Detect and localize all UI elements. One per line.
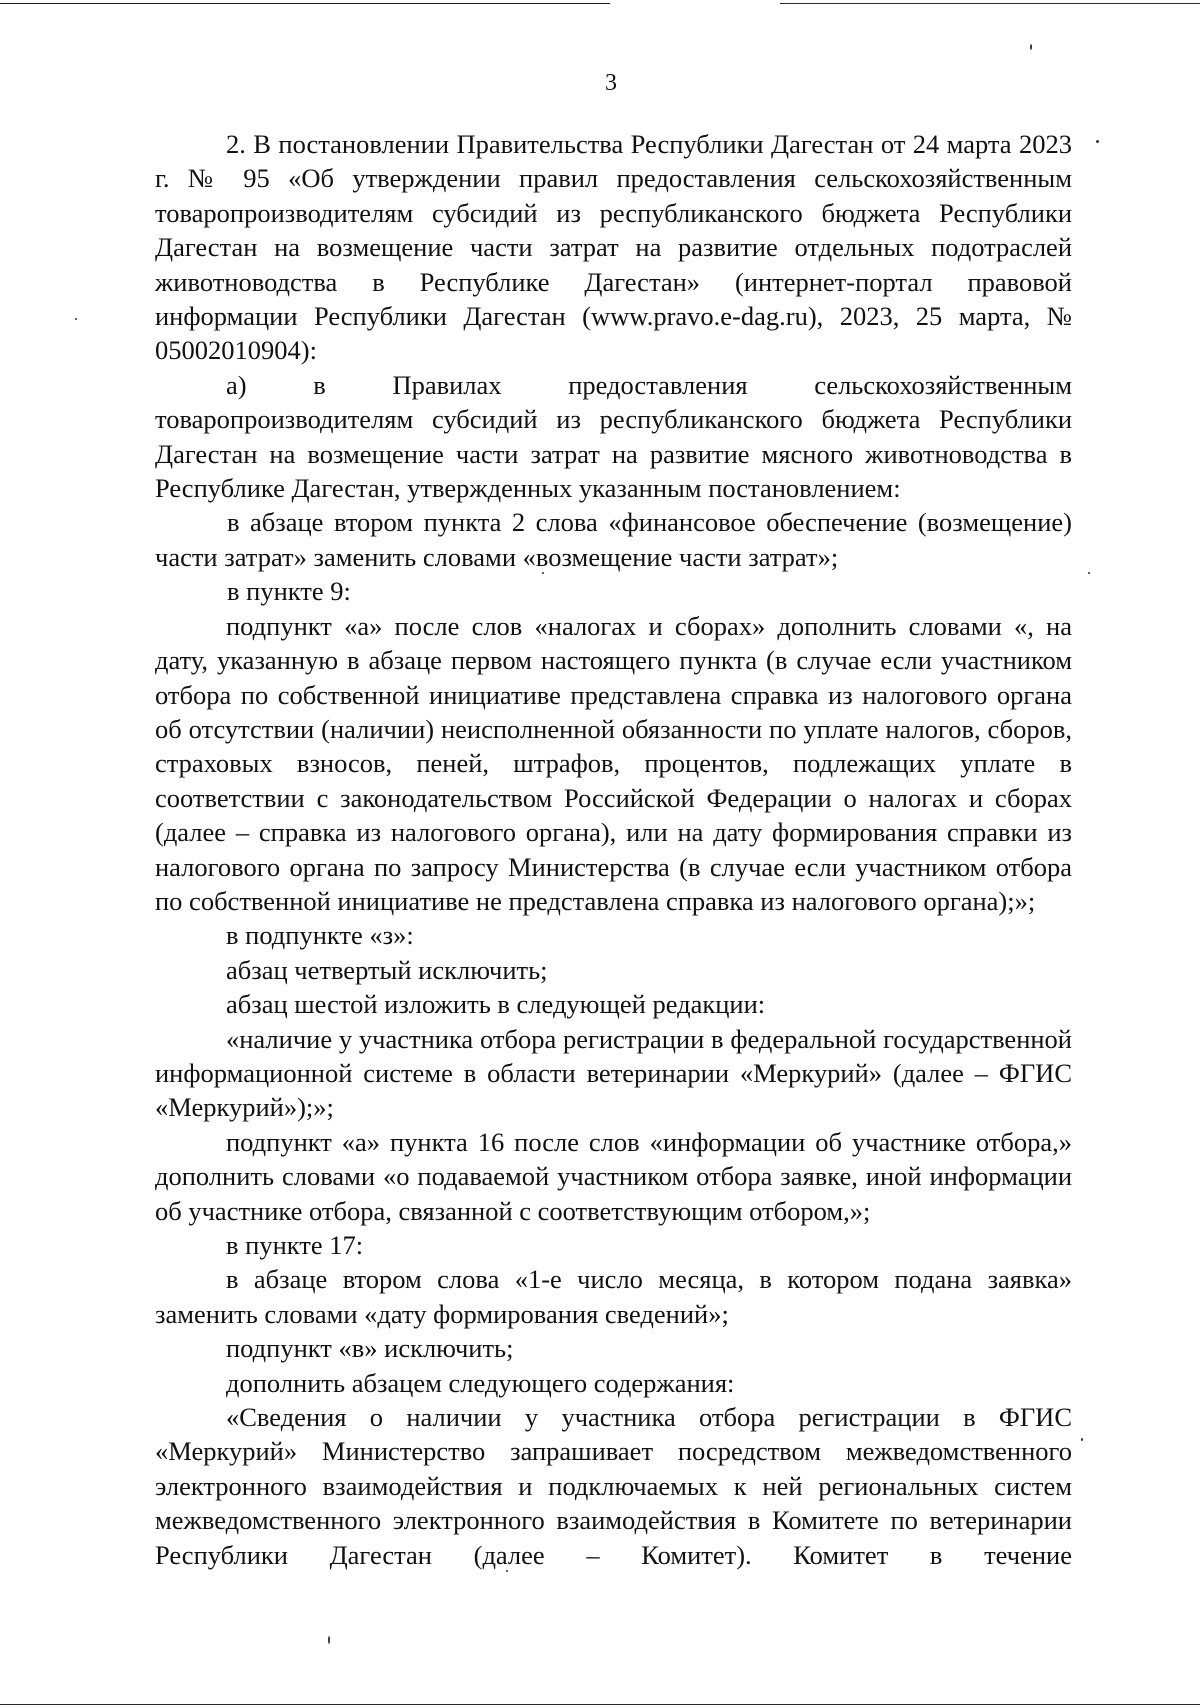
paragraph-subpoint-v-exclude: подпункт «в» исключить; [226, 1333, 514, 1364]
paragraph-mercury-info-request: «Сведения о наличии у участника отбора регистрации в ФГИС «Меркурий» Министерство запрашивает посредством межведомственного электронного взаимодействия и подключаемых к ней региональных систем межведомственного электронного взаимодействия в Комитете по ветеринарии Республики Дагестан (далее – Комитет). Комитет в течение [155, 1402, 1072, 1570]
scan-edge-line [0, 1704, 1200, 1705]
paragraph-point-16-change: подпункт «а» пункта 16 после слов «информации об участнике отбора,» дополнить словами «о подаваемой участником отбора заявке, иной информации об участнике отбора, связанной с соответствующим отбором,»; [155, 1126, 1072, 1226]
scan-speck [1030, 44, 1032, 50]
scan-speck [1081, 1438, 1083, 1441]
page-number: 3 [605, 70, 617, 96]
paragraph-abzac-6-heading: абзац шестой изложить в следующей редакции: [226, 989, 766, 1020]
paragraph-abzac-4-exclude: абзац четвертый исключить; [226, 954, 548, 985]
paragraph-item-2-preamble: 2. В постановлении Правительства Республики Дагестан от 24 марта 2023 г. № 95 «Об утверждении правил предоставления сельскохозяйственным товаропроизводителям субсидий из республиканского бюджета Республики Дагестан на возмещение части затрат на развитие отдельных подотраслей животноводства в Республике Дагестан» (интернет-портал правовой информации Республики Дагестан (www.pravo.e-dag.ru), 2023, 25 марта, № 05002010904): [155, 129, 1072, 366]
scan-edge-line [0, 3, 610, 4]
scan-speck [328, 1636, 330, 1644]
paragraph-mercury-registration: «наличие у участника отбора регистрации в федеральной государственной информационной системе в области ветеринарии «Меркурий» (далее – ФГИС «Меркурий»);»; [155, 1023, 1072, 1123]
scan-speck [75, 318, 77, 320]
paragraph-point-2-change: в абзаце втором пункта 2 слова «финансовое обеспечение (возмещение) части затрат» заменить словами «возмещение части затрат»; [155, 507, 1072, 572]
paragraph-abzac-2-change: в абзаце втором слова «1-е число месяца, в котором подана заявка» заменить словами «дату формирования сведений»; [155, 1264, 1072, 1329]
document-body [155, 127, 1072, 1572]
paragraph-subitem-a: а) в Правилах предоставления сельскохозяйственным товаропроизводителям субсидий из республиканского бюджета Республики Дагестан на возмещение части затрат на развитие мясного животноводства в Республике Дагестан, утвержденных указанным постановлением: [155, 369, 1072, 504]
paragraph-subpoint-a-change: подпункт «а» после слов «налогах и сборах» дополнить словами «, на дату, указанную в абзаце первом настоящего пункта (в случае если участником отбора по собственной инициативе представлена справка из налогового органа об отсутствии (наличии) неисполненной обязанности по уплате налогов, сборов, страховых взносов, пеней, штрафов, процентов, подлежащих уплате в соответствии с законодательством Российской Федерации о налогах и сборах (далее – справка из налогового органа), или на дату формирования справки из налогового органа по запросу Министерства (в случае если участником отбора по собственной инициативе не представлена справка из налогового органа);»; [155, 610, 1072, 916]
paragraph-add-abzac-heading: дополнить абзацем следующего содержания: [226, 1367, 735, 1398]
paragraph-subpoint-z-heading: в подпункте «з»: [226, 920, 414, 951]
scan-edge-line [780, 3, 1200, 4]
paragraph-point-9-heading: в пункте 9: [227, 576, 351, 607]
paragraph-point-17-heading: в пункте 17: [226, 1230, 364, 1260]
scan-speck [1096, 140, 1099, 143]
scan-speck [1088, 572, 1090, 574]
